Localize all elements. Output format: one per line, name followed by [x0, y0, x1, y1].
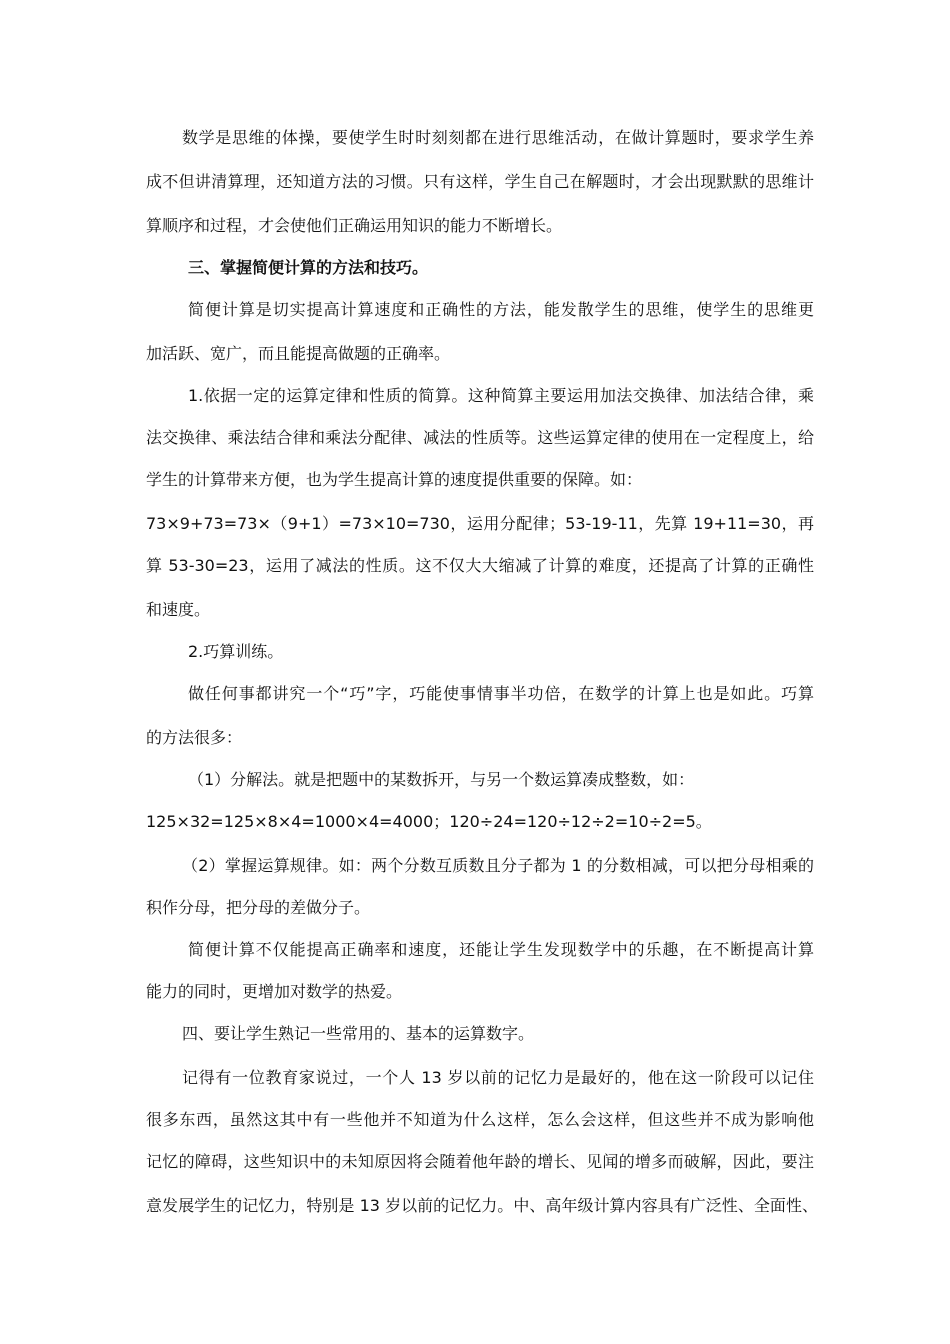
subheading-line: 2.巧算训练。 [188, 642, 284, 661]
paragraph-line: 学生的计算带来方便，也为学生提高计算的速度提供重要的保障。如： [146, 470, 643, 489]
paragraph-line: 算顺序和过程，才会使他们正确运用知识的能力不断增长。 [146, 216, 563, 235]
paragraph-line: 意发展学生的记忆力，特别是 13 岁以前的记忆力。中、高年级计算内容具有广泛性、全面性、 [146, 1196, 818, 1215]
paragraph-line: 加活跃、宽广，而且能提高做题的正确率。 [146, 344, 451, 363]
paragraph-line: 1.依据一定的运算定律和性质的简算。这种简算主要运用加法交换律、加法结合律，乘 [188, 386, 814, 405]
paragraph-line: 简便计算是切实提高计算速度和正确性的方法，能发散学生的思维，使学生的思维更 [188, 300, 814, 319]
paragraph-line: 73×9+73=73×（9+1）=73×10=730，运用分配律；53-19-11，先算 19+11=30，再 [146, 514, 814, 533]
paragraph-line: （2）掌握运算规律。如：两个分数互质数且分子都为 1 的分数相减，可以把分母相乘的 [182, 856, 814, 875]
paragraph-line: 记得有一位教育家说过，一个人 13 岁以前的记忆力是最好的，他在这一阶段可以记住 [182, 1068, 814, 1087]
paragraph-line: （1）分解法。就是把题中的某数拆开，与另一个数运算凑成整数，如： [188, 770, 695, 789]
paragraph-line: 的方法很多： [146, 728, 243, 747]
paragraph-line: 记忆的障碍，这些知识中的未知原因将会随着他年龄的增长、见闻的增多而破解，因此，要注 [146, 1152, 814, 1171]
paragraph-line: 法交换律、乘法结合律和乘法分配律、减法的性质等。这些运算定律的使用在一定程度上，给 [146, 428, 814, 447]
paragraph-line: 数学是思维的体操，要使学生时时刻刻都在进行思维活动，在做计算题时，要求学生养 [182, 128, 814, 147]
section-heading: 四、要让学生熟记一些常用的、基本的运算数字。 [182, 1024, 535, 1043]
paragraph-line: 简便计算不仅能提高正确率和速度，还能让学生发现数学中的乐趣，在不断提高计算 [188, 940, 814, 959]
paragraph-line: 做任何事都讲究一个“巧”字，巧能使事情事半功倍，在数学的计算上也是如此。巧算 [188, 684, 814, 703]
paragraph-line: 能力的同时，更增加对数学的热爱。 [146, 982, 403, 1001]
section-heading: 三、掌握简便计算的方法和技巧。 [188, 258, 429, 277]
paragraph-line: 积作分母，把分母的差做分子。 [146, 898, 371, 917]
paragraph-line: 算 53-30=23，运用了减法的性质。这不仅大大缩减了计算的难度，还提高了计算的正确性 [146, 556, 814, 575]
paragraph-line: 很多东西，虽然这其中有一些他并不知道为什么这样，怎么会这样，但这些并不成为影响他 [146, 1110, 814, 1129]
formula-line: 125×32=125×8×4=1000×4=4000；120÷24=120÷12÷2=10÷2=5。 [146, 812, 712, 831]
paragraph-line: 和速度。 [146, 600, 211, 619]
paragraph-line: 成不但讲清算理，还知道方法的习惯。只有这样，学生自己在解题时，才会出现默默的思维计 [146, 172, 814, 191]
